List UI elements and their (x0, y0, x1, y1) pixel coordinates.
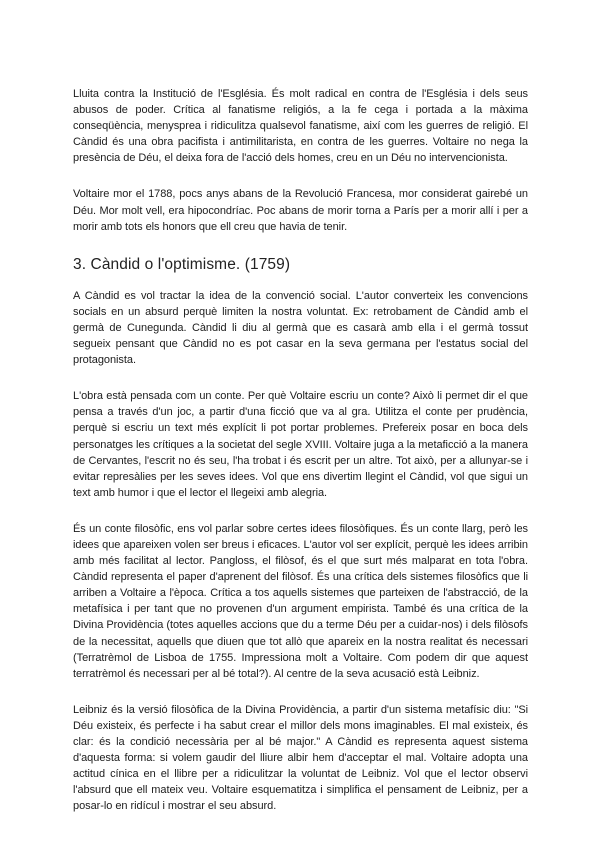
paragraph-philosophical-tale: És un conte filosòfic, ens vol parlar sobre certes idees filosòfiques. És un conte llarg, però les idees que apareixen volen ser breus i eficaces. L'autor vol ser explícit, perquè les idees arribin amb més facilitat al lector. Pangloss, el filòsof, és el que surt més malparat en tota l'obra. Càndid representa el paper d'aprenent del filòsof. És una crítica dels sistemes filosòfics que li arriben a Voltaire a l'època. Crítica a tos aquells sistemes que parteixen de l'abstracció, de la metafísica i per tant que no provenen d'un argument empirista. També és una crítica de la Divina Providència (totes aquelles accions que du a terme Déu per a cuidar-nos) i dels filòsofs de la necessitat, aquells que diuen que tot allò que apareix en la nostra realitat és necessari (Terratrèmol de Lisboa de 1755. Impressiona molt a Voltaire. Com podem dir que aquest terratrèmol és necessari per al bé total?). Al centre de la seva acusació està Leibniz. (73, 522, 528, 680)
paragraph-church-critique: Lluita contra la Institució de l'Església. És molt radical en contra de l'Església i dels seus abusos de poder. Crítica al fanatisme religiós, a la fe cega i portada a la màxima conseqüència, menysprea i ridiculitza qualsevol fanatisme, així com les guerres de religió. El Càndid és una obra pacifista i antimilitarista, en contra de les guerres. Voltaire no nega la presència de Déu, el deixa fora de l'acció dels homes, creu en un Déu no intervencionista. (73, 88, 528, 165)
document-body (73, 86, 528, 834)
section-heading: 3. Càndid o l'optimisme. (1759) (73, 255, 291, 273)
paragraph-leibniz: Leibniz és la versió filosòfica de la Divina Providència, a partir d'un sistema metafísic diu: "Si Déu existeix, és perfecte i ha sabut crear el millor dels mons imaginables. El mal existeix, és clar: és la condició necessària per al bé major." A Càndid es representa aquest sistema d'aquesta forma: si volem gaudir del lliure albir hem d'acceptar el mal. Voltaire adopta una actitud cínica en el llibre per a ridiculitzar la voluntat de Leibniz. Vol que el lector observi l'absurd que ell mateix veu. Voltaire esquematitza i simplifica el pensament de Leibniz, per a posar-lo en ridícul i mostrar el seu absurd. (73, 703, 528, 813)
paragraph-tale-form: L'obra està pensada com un conte. Per què Voltaire escriu un conte? Això li permet dir el que pensa a través d'un joc, a partir d'una ficció que va al gra. Utilitza el conte per prudència, perquè si escriu un text més explícit li pot portar problemes. Prefereix posar en boca dels personatges les crítiques a la societat del segle XVIII. Voltaire juga a la metaficció a la manera de Cervantes, l'escrit no és seu, l'ha trobat i és escrit per un altre. Tot això, per a allunyar-se i evitar represàlies per les seves idees. Vol que ens divertim llegint el Càndid, vol que sigui un text amb humor i que el lector el llegeixi amb alegria. (73, 390, 528, 499)
paragraph-voltaire-death: Voltaire mor el 1788, pocs anys abans de la Revolució Francesa, mor considerat gairebé un Déu. Mor molt vell, era hipocondríac. Poc abans de morir torna a París per a morir allí i per a morir amb tots els honors que ell creu que havia de tenir. (73, 188, 528, 233)
paragraph-social-convention: A Càndid es vol tractar la idea de la convenció social. L'autor converteix les convencions socials en un absurd perquè limiten la nostra voluntat. Ex: retrobament de Càndid amb el germà de Cunegunda. Càndid li diu al germà que es casarà amb ella i el germà tossut segueix pensant que Càndid no es pot casar en la seva germana per l'estatus social del protagonista. (73, 289, 528, 367)
